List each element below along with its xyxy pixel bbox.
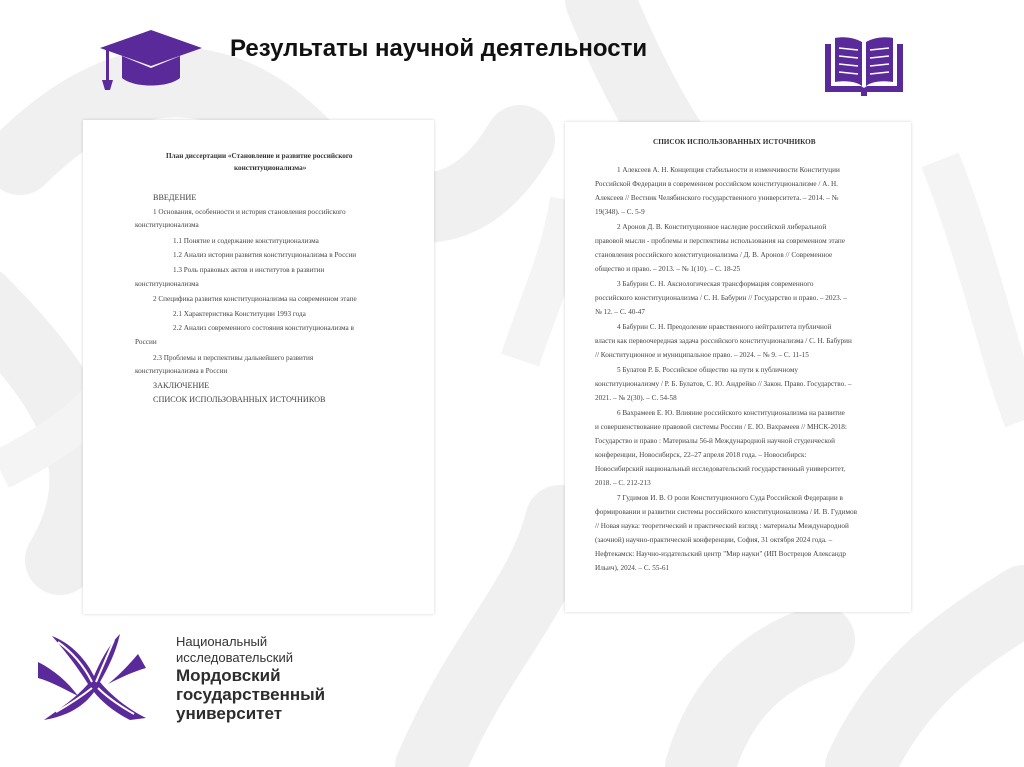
university-logo-icon [38,632,152,722]
reference-line: правовой мысли - проблемы и перспективы использования на современном этапе [595,237,845,245]
university-name-line4: государственный [176,685,326,704]
reference-line: // Конституционное и муниципальное право. – 2024. – № 9. – С. 11-15 [595,351,809,359]
reference-line: и совершенствование правовой системы России / Е. Ю. Вахрамеев // МНСК-2018: [595,423,847,431]
reference-line: конституционализму / Р. Б. Булатов, С. Ю. Андрейко // Закон. Право. Государство. – [595,380,852,388]
slide-title: Результаты научной деятельности [230,35,648,62]
references-heading: СПИСОК ИСПОЛЬЗОВАННЫХ ИСТОЧНИКОВ [653,138,816,146]
reference-line: российского конституционализма / С. Н. Бабурин // Государство и право. – 2023. – [595,294,847,302]
plan-item: 1 Основания, особенности и история становления российского [153,208,346,216]
reference-line: 3 Бабурин С. Н. Аксиологическая трансформация современного [617,280,814,288]
plan-item: конституционализма [135,280,199,288]
university-name-line2: исследовательский [176,650,293,665]
university-name-line1: Национальный [176,634,268,649]
plan-item: 2.1 Характеристика Конституции 1993 года [173,310,306,318]
plan-title-continued: конституционализма» [234,164,307,172]
plan-item: России [135,338,157,346]
reference-line: общество и право. – 2013. – № 1(10). – С. 18-25 [595,265,741,273]
reference-line: Российской Федерации в современном российском конституционализме / А. Н. [595,180,838,188]
reference-line: формировании и развитии системы российского конституционализма / И. В. Гудимов [595,508,857,516]
plan-item: 1.3 Роль правовых актов и институтов в развитии [173,266,325,274]
reference-line: Алексеев // Вестник Челябинского государственного университета. – 2014. – № [595,194,839,202]
plan-item: 1.2 Анализ истории развития конституционализма в России [173,251,357,259]
reference-line: 1 Алексеев А. Н. Концепция стабильности и изменчивости Конституции [617,166,840,174]
plan-item: 2 Специфика развития конституционализма на современном этапе [153,295,357,303]
plan-conclusion: ЗАКЛЮЧЕНИЕ [153,381,210,390]
reference-line: конференции, Новосибирск, 22–27 апреля 2018 года. – Новосибирск: [595,451,807,459]
reference-line: становления российского конституционализма / Д. В. Аронов // Современное [595,251,833,259]
reference-line: // Новая наука: теоретический и практический взгляд : материалы Международной [595,522,849,530]
university-name-line5: университет [176,704,283,723]
plan-introduction: ВВЕДЕНИЕ [153,193,197,202]
reference-line: 5 Булатов Р. Б. Российское общество на пути к публичному [617,366,798,374]
reference-line: власти как первоочередная задача российского конституционализма / С. Н. Бабурин [595,337,852,345]
reference-line: 2021. – № 2(30). – С. 54-58 [595,394,677,402]
reference-line: Государство и право : Материалы 56-й Международной научной студенческой [595,437,835,445]
plan-references: СПИСОК ИСПОЛЬЗОВАННЫХ ИСТОЧНИКОВ [153,395,326,404]
reference-line: 4 Бабурин С. Н. Преодоление нравственного нейтралитета публичной [617,323,832,331]
graduation-cap-icon [98,28,204,92]
reference-line: Новосибирский национальный исследовательский государственный университет, [595,465,846,473]
plan-item: 2.2 Анализ современного состояния конституционализма в [173,324,354,332]
reference-line: Ильич), 2024. – С. 55-61 [595,564,670,572]
reference-line: 19(348). – С. 5-9 [595,208,645,216]
plan-item: конституционализма [135,221,199,229]
reference-line: Нефтекамск: Научно-издательский центр "Мир науки" (ИП Вострецов Александр [595,550,846,558]
plan-item: 1.1 Понятие и содержание конституционализма [173,237,319,245]
plan-item: конституционализма в России [135,367,228,375]
reference-line: 6 Вахрамеев Е. Ю. Влияние российского конституционализма на развитие [617,409,845,417]
open-book-icon [825,36,903,98]
references-page [565,122,911,612]
reference-line: 2018. – С. 212-213 [595,479,651,487]
reference-line: (заочной) научно-практической конференции, София, 31 октября 2024 года. – [595,536,833,544]
dissertation-plan-page [83,120,434,614]
reference-line: № 12. – С. 40-47 [595,308,645,316]
plan-item: 2.3 Проблемы и перспективы дальнейшего развития [153,354,314,362]
university-name-line3: Мордовский [176,666,281,685]
reference-line: 2 Аронов Д. В. Конституционное наследие российской либеральной [617,223,827,231]
plan-title: План диссертации «Становление и развитие российского [166,152,353,160]
reference-line: 7 Гудимов И. В. О роли Конституционного Суда Российской Федерации в [617,494,843,502]
